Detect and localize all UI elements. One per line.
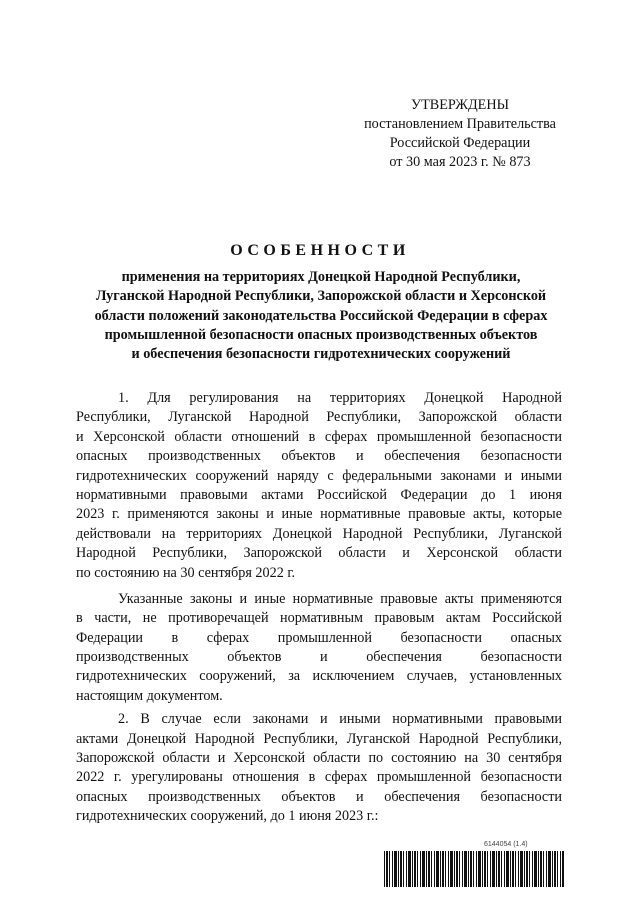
subtitle-line: области положений законодательства Российской Федерации в сферах: [94, 307, 548, 324]
approval-decree-line: постановлением Правительства: [364, 116, 556, 132]
paragraph-2: [76, 590, 562, 706]
subtitle-line: промышленной безопасности опасных производственных объектов: [104, 326, 538, 343]
document-title: ОСОБЕННОСТИ: [230, 242, 410, 259]
text-line: Народной Республики, Запорожской области и Херсонской области: [76, 545, 562, 562]
text-line: 2023 г. применяются законы и иные нормативные правовые акты, которые: [76, 506, 562, 523]
paragraph-3: [76, 710, 562, 826]
approval-government-line: Российской Федерации: [389, 135, 531, 151]
text-line: Указанные законы и иные нормативные правовые акты применяются: [118, 590, 562, 607]
text-line: по состоянию на 30 сентября 2022 г.: [76, 564, 296, 581]
text-line: 2. В случае если законами и иными нормативными правовыми: [118, 711, 562, 728]
text-line: актами Донецкой Народной Республики, Луганской Народной Республики,: [76, 730, 562, 747]
subtitle-line: применения на территориях Донецкой Народной Республики,: [121, 269, 521, 285]
text-line: действовали на территориях Донецкой Народной Республики, Луганской: [76, 525, 562, 542]
text-line: гидротехнических сооружений, за исключением случаев, установленных: [76, 668, 562, 685]
text-line: опасных производственных объектов и обеспечения безопасности: [76, 448, 562, 465]
barcode-image: [384, 851, 564, 887]
text-line: нормативными правовыми актами Российской Федерации до 1 июня: [76, 486, 562, 503]
text-line: 2022 г. урегулированы отношения в сферах промышленной безопасности: [76, 769, 562, 786]
document-body: [76, 389, 562, 827]
approval-date-number: от 30 мая 2023 г. № 873: [389, 154, 531, 170]
document-subtitle: [60, 268, 582, 364]
text-line: опасных производственных объектов и обеспечения безопасности: [76, 788, 562, 805]
text-line: Республики, Луганской Народной Республики, Запорожской области: [76, 409, 562, 426]
document-code: 6144054 (1.4): [484, 841, 528, 848]
text-line: 1. Для регулирования на территориях Донецкой Народной: [118, 390, 562, 406]
text-line: и Херсонской области отношений в сферах промышленной безопасности: [76, 428, 562, 445]
subtitle-line: и обеспечения безопасности гидротехнических сооружений: [131, 346, 511, 363]
text-line: гидротехнических сооружений, до 1 июня 2023 г.:: [76, 808, 379, 825]
text-line: настоящим документом.: [76, 687, 223, 704]
approval-heading: УТВЕРЖДЕНЫ: [411, 97, 509, 113]
text-line: производственных объектов и обеспечения безопасности: [76, 649, 562, 666]
approval-block: [340, 96, 580, 172]
text-line: Запорожской области и Херсонской области по состоянию на 30 сентября: [76, 750, 562, 767]
paragraph-1: [76, 389, 562, 583]
text-line: в части, не противоречащей нормативным правовым актам Российской: [76, 610, 562, 627]
text-line: Федерации в сферах промышленной безопасности опасных: [76, 629, 562, 646]
subtitle-line: Луганской Народной Республики, Запорожской области и Херсонской: [95, 288, 547, 305]
text-line: гидротехнических сооружений наряду с федеральными законами и иными: [76, 467, 562, 484]
